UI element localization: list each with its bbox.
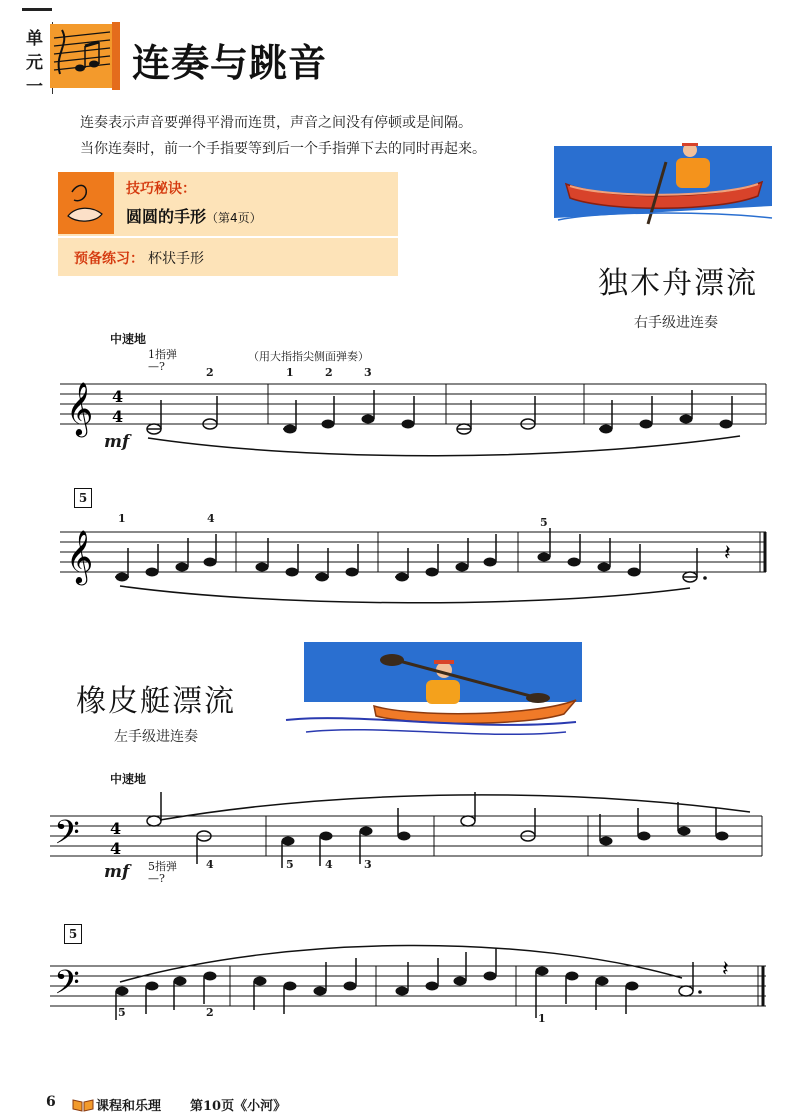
svg-text:𝄽: 𝄽 [724,541,731,566]
fingering: 3 [364,858,372,871]
footer-text: 课程和乐理 [96,1099,162,1114]
song2-title: 橡皮艇漂流 [76,684,236,719]
song1-measure-number: 5 [74,488,92,508]
fingering: 1 [118,512,126,525]
song1-finger-note: 1指弹 [148,348,177,361]
song1-dynamic: mf [104,432,130,452]
tip-page-ref: （第4页） [206,211,262,225]
song2-staff-2 [50,944,770,1024]
svg-text:𝄞: 𝄞 [66,529,94,583]
fingering: 4 [207,512,215,525]
svg-text:4: 4 [110,819,122,838]
fingering: 4 [325,858,333,871]
svg-text:4: 4 [112,387,124,406]
song1-annotation: （用大指指尖侧面弹奏） [248,350,369,363]
fingering: 3 [364,366,372,379]
song1-tempo: 中速地 [110,332,147,346]
unit-char-1: 单 [26,29,43,49]
book-icon [72,1097,94,1116]
unit-label [22,22,53,97]
song1-title: 独木舟漂流 [598,266,758,301]
song2-finger-question: —? [148,872,165,885]
song1-finger-q: ? [159,360,165,373]
tip-divider [58,236,398,238]
song2-tempo: 中速地 [110,772,147,786]
prep-text: 杯状手形 [148,251,204,267]
svg-text:4: 4 [110,839,122,858]
prep-label: 预备练习： [74,251,144,267]
tip-label: 技巧秘诀： [126,181,196,197]
fingering: 5 [540,516,548,529]
fingering: 5 [118,1006,126,1019]
title-accent-bar [112,22,120,90]
fingering: 2 [325,366,333,379]
fingering: 1 [538,1012,546,1025]
unit-top-rule [22,8,52,11]
canoe-illustration [548,140,774,230]
tip-main-text: 圆圆的手形 [126,207,207,226]
song2-dynamic: mf [104,862,130,882]
treble-clef: 𝄞 [66,381,94,435]
song1-staff-1 [60,380,770,460]
music-notes-icon [50,24,112,88]
unit-char-3: 一 [26,77,43,97]
svg-text:𝄢: 𝄢 [54,814,80,860]
song2-subtitle: 左手级进连奏 [114,729,198,745]
song2-measure-number: 5 [64,924,82,944]
fingering: 5 [286,858,294,871]
footer-reference: 第10页《小河》 [190,1099,287,1114]
intro-line-2: 当你连奏时，前一个手指要等到后一个手指弹下去的同时再起来。 [80,141,486,157]
hand-icon [58,172,114,234]
svg-text:4: 4 [112,407,124,426]
song1-staff-2 [60,528,770,608]
page-title: 连奏与跳音 [132,41,328,85]
song2-finger-q: ? [159,872,165,885]
song1-subtitle: 右手级进连奏 [634,315,718,331]
svg-text:𝄢: 𝄢 [54,964,80,1010]
svg-text:𝄽: 𝄽 [722,957,729,982]
fingering: 2 [206,366,214,379]
song1-finger-question: —? [148,360,165,373]
intro-line-1: 连奏表示声音要弹得平滑而连贯，声音之间没有停顿或是间隔。 [80,115,472,131]
tip-main [126,204,262,227]
song2-finger-note: 5指弹 [148,860,177,873]
unit-char-2: 元 [26,53,43,73]
fingering: 1 [286,366,294,379]
kayak-illustration [276,640,586,740]
fingering: 4 [206,858,214,871]
page-number: 6 [46,1094,56,1110]
fingering: 2 [206,1006,214,1019]
